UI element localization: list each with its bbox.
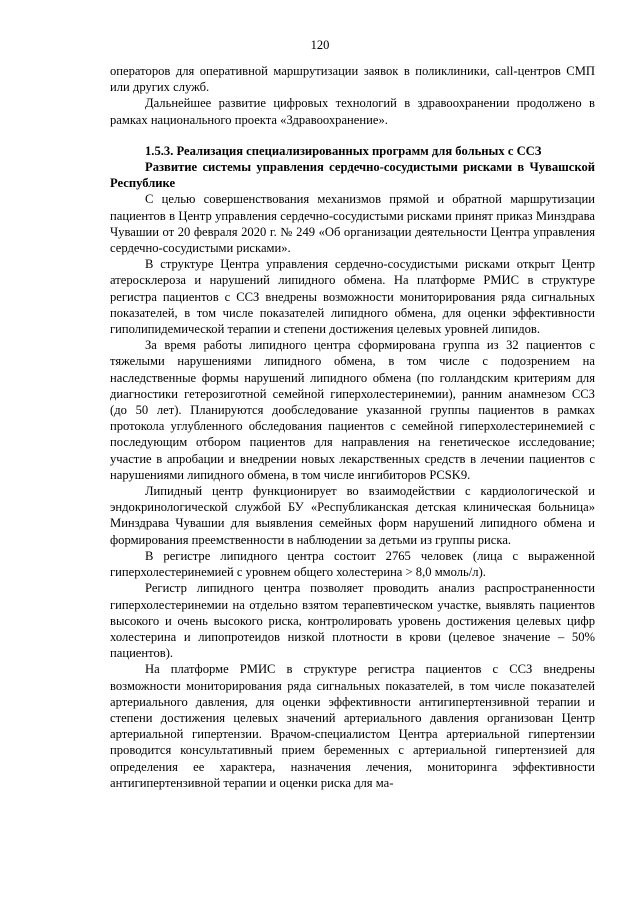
paragraph-3: За время работы липидного центра сформирована группа из 32 пациентов с тяжелыми нарушениями липидного обмена, в том числе с подозрением на наследственные формы нарушений липидного обмена (по голландским критериям для диагностики гетерозиготной семейной гиперхолестеринемии), ранним анамнезом ССЗ (до 50 лет). Планируются дообследование указанной группы пациентов в рамках протокола углубленного обследования пациентов с семейной гиперхолестеринемией с последующим отбором пациентов для направления на генетическое исследование; участие в апробации и внедрении новых лекарственных средств в лечении пациентов с нарушениями липидного обмена, в том числе ингибиторов PCSK9. <box>110 338 595 482</box>
page-body <box>110 63 595 791</box>
paragraph-5: В регистре липидного центра состоит 2765 человек (лица с выраженной гиперхолестеринемией с уровнем общего холестерина > 8,0 ммоль/л). <box>110 548 595 580</box>
section-spacer <box>110 128 595 143</box>
subsection-heading: Развитие системы управления сердечно-сосудистыми рисками в Чувашской Республике <box>110 160 595 191</box>
continuation-paragraph: операторов для оперативной маршрутизации заявок в поликлиники, call-центров СМП или других служб. <box>110 64 595 95</box>
paragraph-2: В структуре Центра управления сердечно-сосудистыми рисками открыт Центр атеросклероза и нарушений липидного обмена. На платформе РМИС в структуре регистра пациентов с ССЗ внедрены возможности мониторирования ряда сигнальных показателей, в том числе показателей липидного обмена, для оценки эффективности гиполипидемической терапии и степени достижения целевых уровней липидов. <box>110 257 595 337</box>
paragraph-7: На платформе РМИС в структуре регистра пациентов с ССЗ внедрены возможности мониторирования ряда сигнальных показателей, в том числе показателей артериального давления, для оценки эффективности антигипертензивной терапии и степени достижения целевых значений артериального давления организован Центр артериальной гипертензии. Врачом-специалистом Центра артериальной гипертензии проводится консультативный прием беременных с артериальной гипертензией для определения ее характера, назначения лечения, мониторинга эффективности антигипертензивной терапии и оценки риска для ма- <box>110 662 595 790</box>
paragraph-future-development: Дальнейшее развитие цифровых технологий в здравоохранении продолжено в рамках национального проекта «Здравоохранение». <box>110 96 595 127</box>
section-heading: 1.5.3. Реализация специализированных программ для больных с ССЗ <box>145 143 542 158</box>
paragraph-1: С целью совершенствования механизмов прямой и обратной маршрутизации пациентов в Центр управления сердечно-сосудистыми рисками принят приказ Минздрава Чувашии от 20 февраля 2020 г. № 249 «Об организации деятельности Центра управления сердечно-сосудистыми рисками». <box>110 192 595 256</box>
paragraph-6: Регистр липидного центра позволяет проводить анализ распространенности гиперхолестеринемии на отдельно взятом терапевтическом участке, выявлять пациентов высокого и очень высокого риска, контролировать уровень достижения целевых цифр холестерина и липопротеидов низкой плотности в крови (целевое значение – 50% пациентов). <box>110 581 595 661</box>
paragraph-4: Липидный центр функционирует во взаимодействии с кардиологической и эндокринологической службой БУ «Республиканская детская клиническая больница» Минздрава Чувашии для выявления семейных форм нарушений липидного обмена и формирования преемственности в наблюдении за детьми из группы риска. <box>110 484 595 547</box>
page-number: 120 <box>310 38 330 52</box>
